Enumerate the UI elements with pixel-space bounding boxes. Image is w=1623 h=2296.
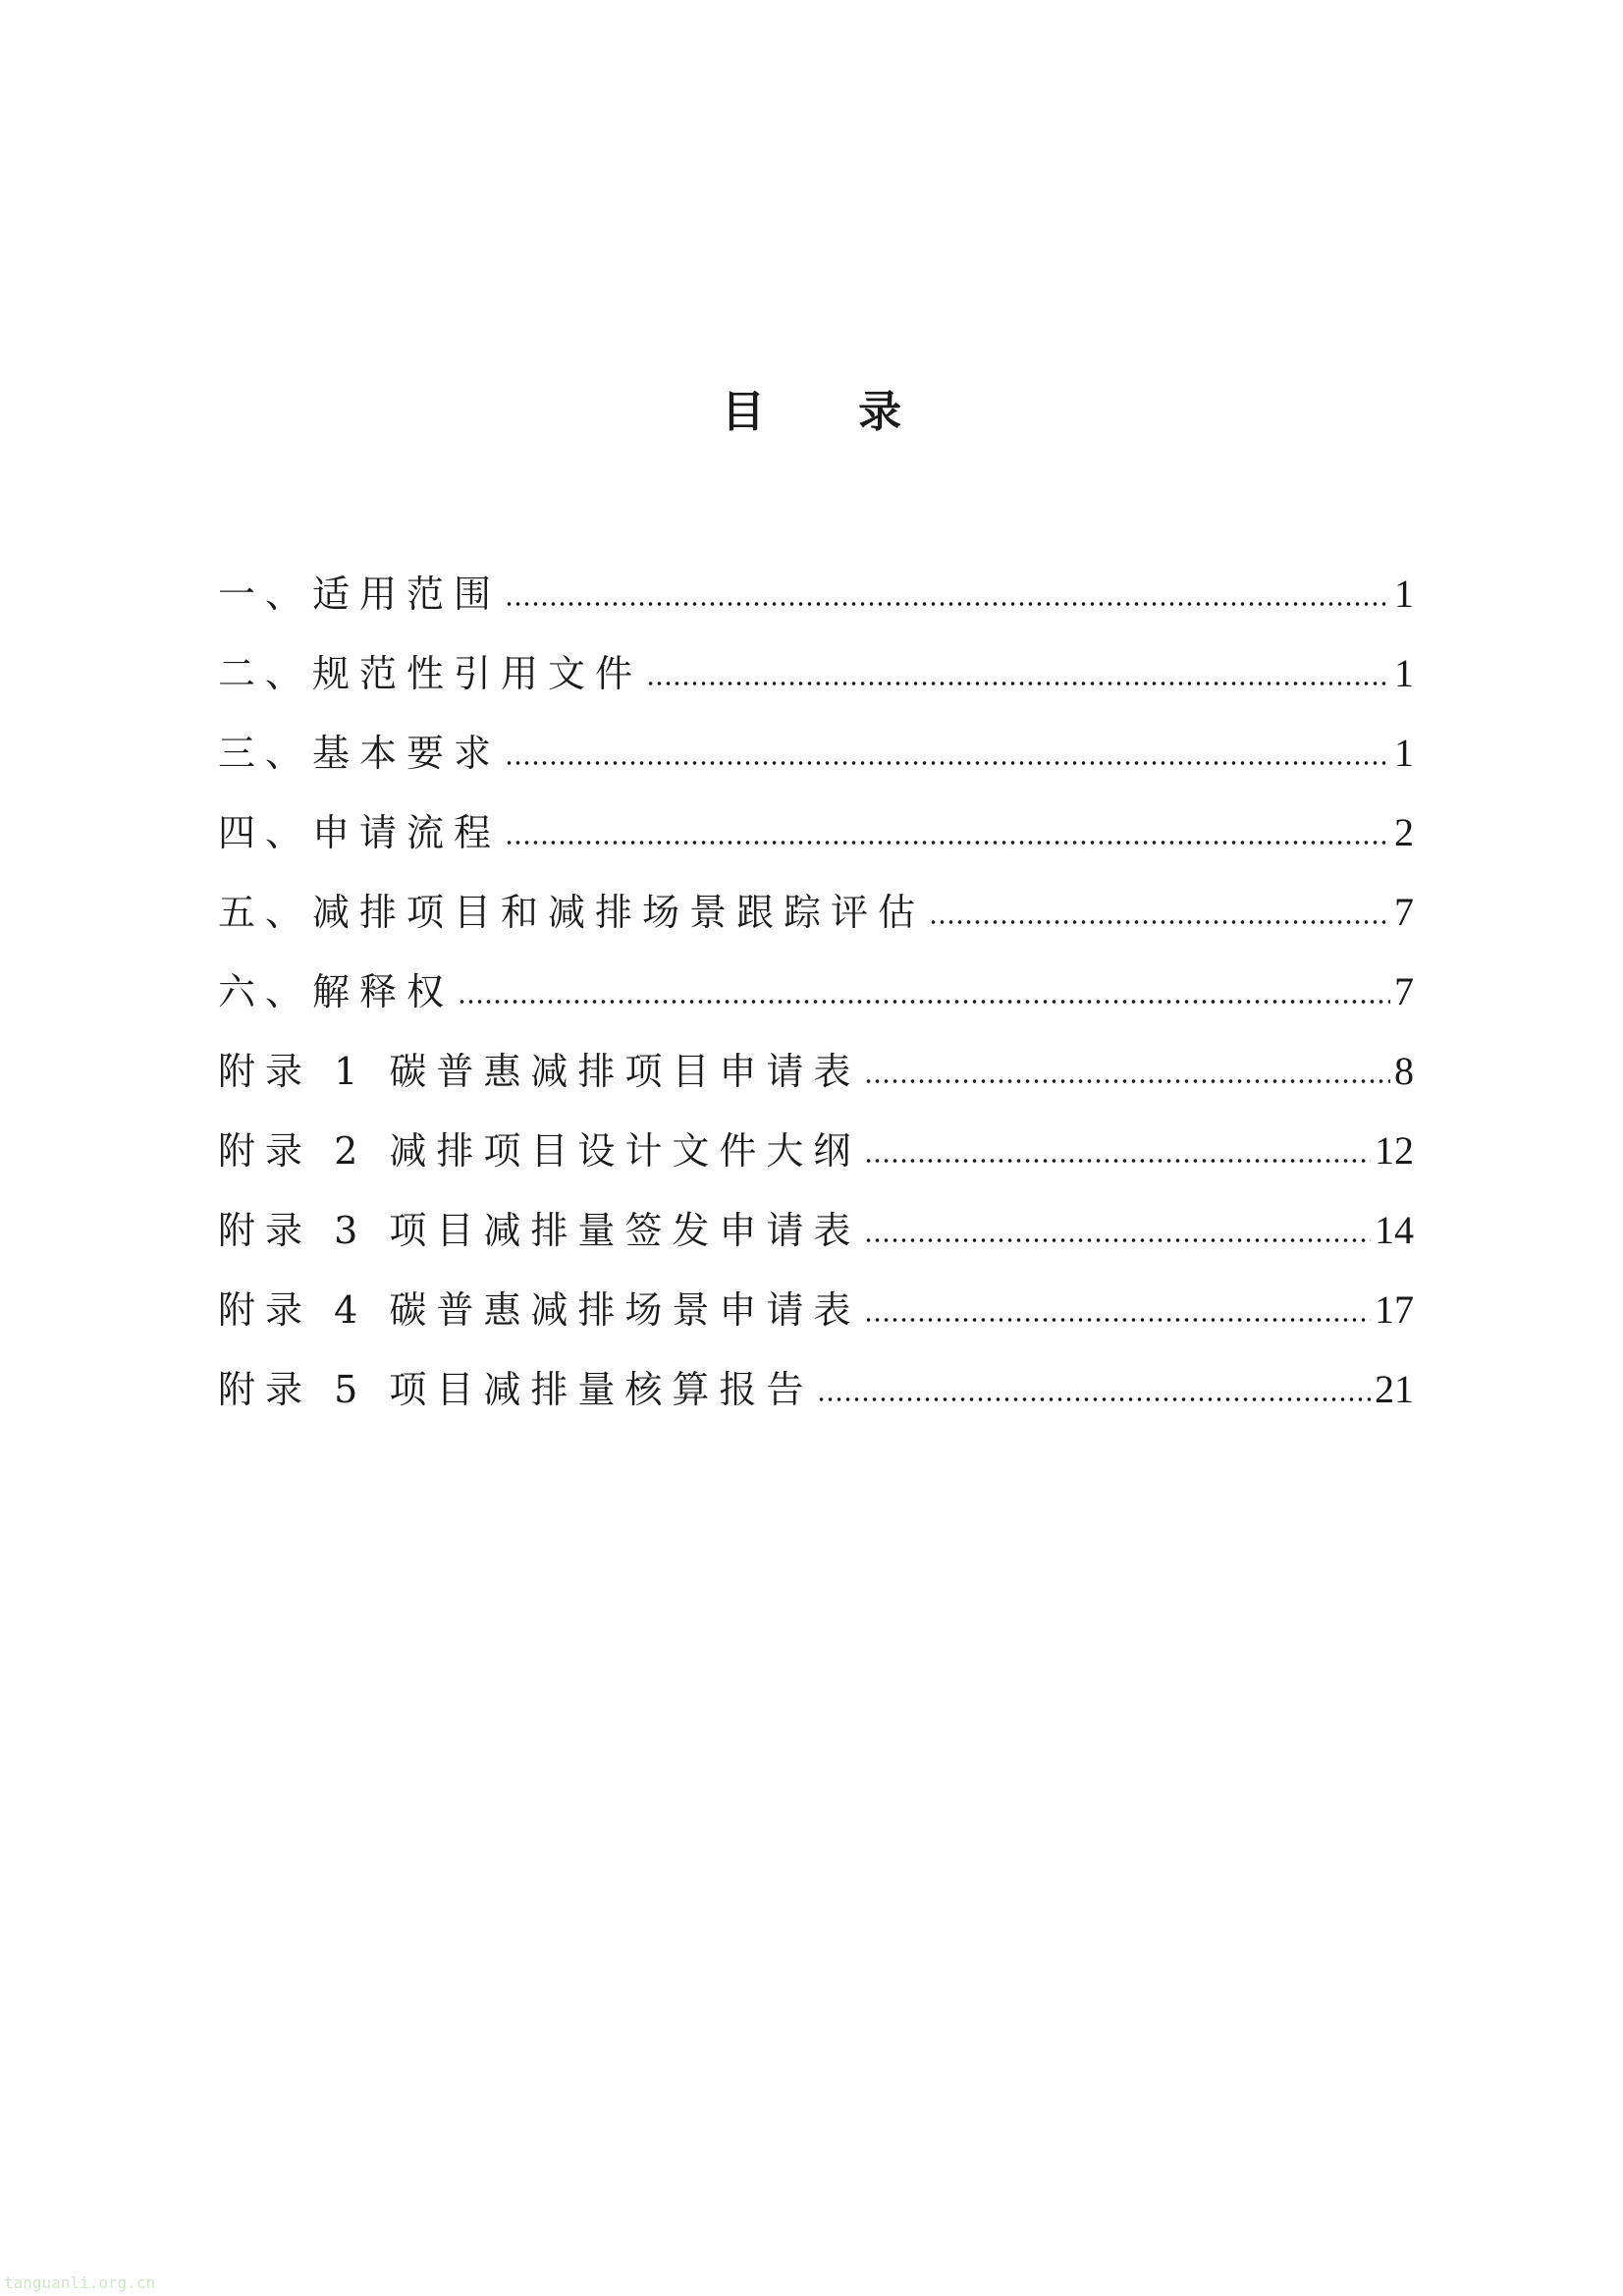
toc-entry-normative-references[interactable] <box>218 644 1414 703</box>
toc-leader-dots <box>505 598 1390 610</box>
toc-entry-label: 附录 3 项目减排量签发申请表 <box>218 1209 861 1252</box>
toc-entry-appendix-4[interactable] <box>218 1281 1414 1339</box>
toc-leader-dots <box>929 916 1390 928</box>
toc-leader-dots <box>505 837 1390 848</box>
toc-entry-tracking-evaluation[interactable] <box>218 883 1414 942</box>
toc-entry-page: 21 <box>1375 1367 1414 1411</box>
toc-leader-dots <box>864 1314 1371 1326</box>
toc-entry-label: 二、规范性引用文件 <box>218 652 643 695</box>
toc-entry-page: 1 <box>1394 572 1414 616</box>
toc-leader-dots <box>646 678 1390 689</box>
toc-entry-label: 一、适用范围 <box>218 573 502 616</box>
toc-leader-dots <box>864 1234 1371 1246</box>
toc-entry-page: 1 <box>1394 731 1414 775</box>
toc-entry-page: 7 <box>1394 890 1414 934</box>
toc-leader-dots <box>817 1394 1371 1405</box>
toc-entry-label: 附录 2 减排项目设计文件大纲 <box>218 1129 861 1173</box>
toc-entry-basic-requirements[interactable] <box>218 724 1414 783</box>
toc-leader-dots <box>864 1075 1390 1087</box>
toc-entry-appendix-5[interactable] <box>218 1360 1414 1419</box>
toc-entry-appendix-1[interactable] <box>218 1042 1414 1101</box>
toc-entry-scope[interactable] <box>218 565 1414 624</box>
toc-entry-label: 四、申请流程 <box>218 811 502 854</box>
toc-entry-page: 1 <box>1394 651 1414 695</box>
toc-leader-dots <box>458 996 1390 1008</box>
toc-entry-label: 附录 1 碳普惠减排项目申请表 <box>218 1050 861 1093</box>
toc-entry-page: 14 <box>1375 1208 1414 1252</box>
toc-entry-interpretation-right[interactable] <box>218 962 1414 1021</box>
toc-leader-dots <box>864 1155 1371 1167</box>
toc-entry-application-process[interactable] <box>218 803 1414 862</box>
toc-entry-label: 六、解释权 <box>218 970 455 1013</box>
toc-entry-page: 8 <box>1394 1049 1414 1093</box>
toc-entry-page: 17 <box>1375 1287 1414 1332</box>
toc-entry-page: 7 <box>1394 969 1414 1013</box>
page-title: 目 录 <box>721 387 942 437</box>
toc-entry-appendix-2[interactable] <box>218 1121 1414 1180</box>
toc-entry-appendix-3[interactable] <box>218 1201 1414 1260</box>
toc-entry-page: 12 <box>1375 1128 1414 1173</box>
toc-entry-page: 2 <box>1394 810 1414 854</box>
toc-entry-label: 三、基本要求 <box>218 732 502 775</box>
toc-entry-label: 五、减排项目和减排场景跟踪评估 <box>218 891 926 934</box>
watermark: tanguanli.org.cn <box>4 2273 156 2292</box>
toc-leader-dots <box>505 757 1390 769</box>
toc-entry-label: 附录 5 项目减排量核算报告 <box>218 1368 814 1411</box>
toc-entry-label: 附录 4 碳普惠减排场景申请表 <box>218 1288 861 1332</box>
